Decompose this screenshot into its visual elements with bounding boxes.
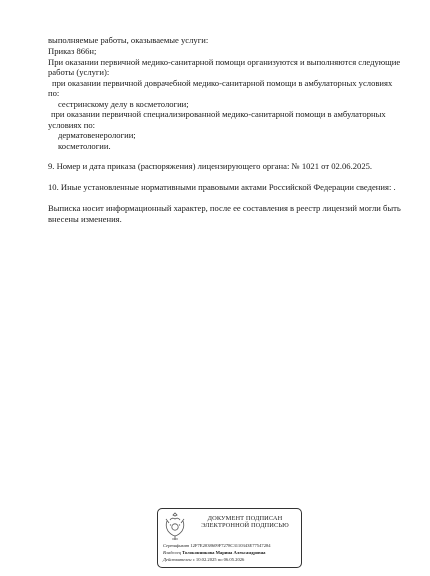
text-line: работы (услуги):	[48, 67, 110, 77]
owner-label: Владелец	[163, 550, 181, 555]
text-line: сестринскому делу в косметологии;	[58, 99, 189, 109]
stamp-title-line: ЭЛЕКТРОННОЙ ПОДПИСЬЮ	[201, 522, 289, 530]
text-line: выполняемые работы, оказываемые услуги:	[48, 35, 209, 45]
text-line: дерматовенерологии;	[58, 130, 136, 140]
stamp-title	[190, 515, 300, 530]
owner-row	[163, 550, 298, 556]
text-line: условиях по:	[48, 120, 96, 130]
certificate-row	[163, 543, 298, 549]
validity-row	[163, 557, 298, 563]
certificate-value: 12F7E2038609F7278C3110343E77547284	[190, 543, 271, 548]
text-line: косметологии.	[58, 141, 111, 151]
validity-label: Действителен	[163, 557, 192, 562]
disclaimer-line: внесены изменения.	[48, 214, 122, 224]
validity-value: с 10.02.2025 по 06.05.2026	[192, 557, 245, 562]
text-line: При оказании первичной медико-санитарной помощи организуются и выполняются следующие	[48, 57, 401, 67]
text-line: Приказ 866н;	[48, 46, 97, 56]
text-line: при оказании первичной доврачебной медико-санитарной помощи в амбулаторных условиях	[52, 78, 393, 88]
license-order-number: 9. Номер и дата приказа (распоряжения) лицензирующего органа: № 1021 от 02.06.2025.	[48, 161, 373, 171]
other-information: 10. Иные установленные нормативными правовыми актами Российской Федерации сведения: .	[48, 182, 396, 192]
certificate-label: Сертификат	[163, 543, 190, 548]
coat-of-arms-icon	[163, 512, 187, 542]
electronic-signature-stamp	[157, 508, 302, 568]
text-line: по:	[48, 88, 60, 98]
disclaimer-line: Выписка носит информационный характер, после ее составления в реестр лицензий могли быть	[48, 203, 401, 213]
stamp-title-line: ДОКУМЕНТ ПОДПИСАН	[207, 515, 283, 522]
owner-value: Толоконникова Марина Александровна	[182, 550, 266, 555]
text-line: при оказании первичной специализированной медико-санитарной помощи в амбулаторных	[51, 109, 386, 119]
